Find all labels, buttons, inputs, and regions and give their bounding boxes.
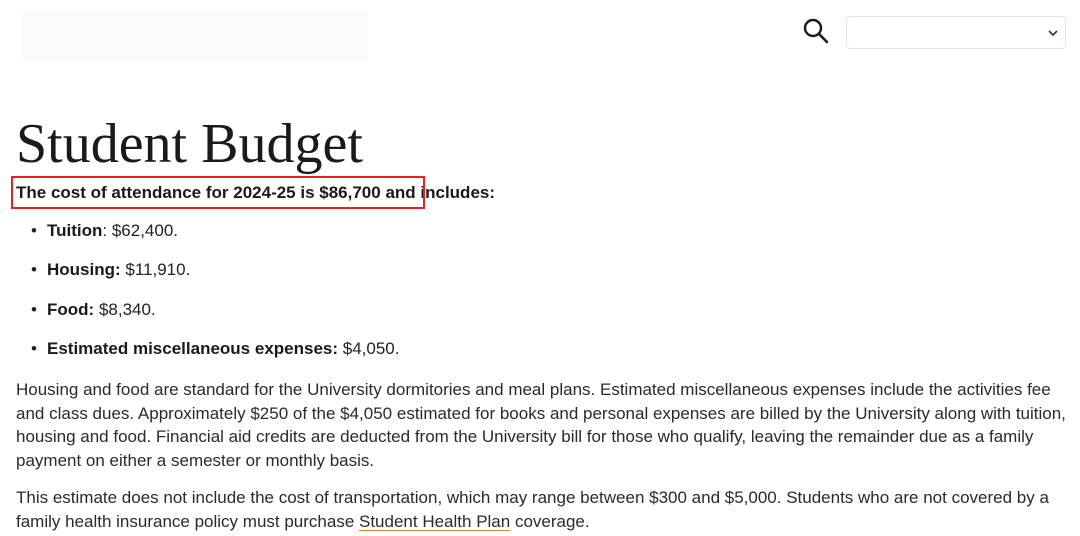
bullet: • (31, 338, 37, 358)
cost-value: $11,910. (125, 260, 191, 280)
list-item (16, 298, 400, 337)
chevron-down-icon (1047, 27, 1059, 39)
student-health-plan-link[interactable]: Student Health Plan (359, 511, 511, 531)
cost-breakdown-list (16, 219, 400, 376)
bullet: • (31, 299, 37, 319)
highlight-annotation-box (11, 176, 425, 209)
cost-label: Tuition (47, 221, 103, 240)
list-item: • Tuition: $62,400. (16, 219, 400, 258)
transportation-paragraph: This estimate does not include the cost of transportation, which may range between $300 and $5,000. Students who are not covered by a family health insurance policy must purchase Student Health Plan coverage. (16, 488, 1049, 531)
site-select-dropdown[interactable] (846, 16, 1066, 49)
cost-value: $8,340. (98, 299, 156, 319)
bullet: • (31, 221, 37, 240)
search-icon (801, 16, 831, 46)
list-item (16, 337, 400, 376)
cost-summary-highlighted: The cost of attendance for 2024-25 is $86,700 (16, 183, 381, 202)
cost-label: Housing: (47, 260, 121, 280)
cost-value: $4,050. (342, 338, 400, 358)
cost-value: $62,400. (111, 221, 179, 240)
list-item (16, 258, 400, 297)
site-logo[interactable] (22, 10, 368, 62)
cost-label: Food: (47, 299, 95, 319)
bullet: • (31, 260, 37, 280)
page-title: Student Budget (16, 113, 363, 175)
cost-summary-rest: and includes: (380, 183, 496, 202)
housing-food-paragraph: Housing and food are standard for the University dormitories and meal plans. Estimated miscellaneous expenses include the activities fee and class dues. Approximately $250 of the $4,050 estimated for books and personal expenses are billed by the University along with tuition, housing and food. Financial aid credits are deducted from the University bill for those who qualify, leaving the remainder due as a family payment on either a semester or monthly basis. (16, 380, 1066, 470)
cost-label: Estimated miscellaneous expenses: (47, 338, 339, 358)
search-button[interactable] (801, 16, 831, 46)
